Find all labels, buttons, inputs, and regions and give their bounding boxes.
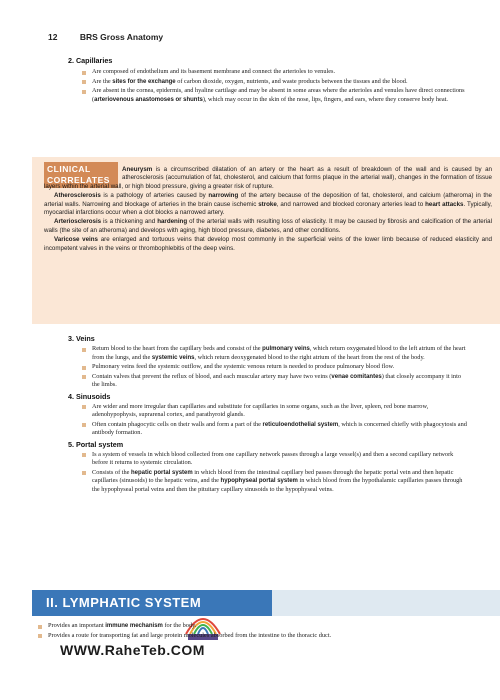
list-item <box>82 451 468 468</box>
list-item <box>82 68 468 77</box>
capillaries-section <box>68 56 468 105</box>
list-item-text: in which blood from the hypothalamic capillaries passes through the hypophyseal portal veins and then the pituitary capillary sinusoids to the hypophyseal veins. <box>92 477 463 493</box>
list-item <box>82 345 468 362</box>
paragraph-text: is a circumscribed dilatation of an artery or the heart as a result of breakdown of the wall and is caused by an atherosclerosis (accumulation of fat, cholesterol, and calcium that forms plaque in the arterial wall), changes in the formation of tissue layers within the arterial wall, or high blood pressure, giving a greater risk of rupture. <box>44 166 492 190</box>
keyword: heart attacks <box>425 200 464 208</box>
page-number: 12 <box>48 32 58 42</box>
list-item-text: Provides an important <box>48 622 106 629</box>
sinusoids-list <box>82 403 468 438</box>
list-item-text: Often contain phagocytic cells on their walls and form a part of the <box>92 420 263 428</box>
running-title: BRS Gross Anatomy <box>79 32 164 42</box>
vessels-section <box>68 334 468 496</box>
clinical-correlates-text <box>44 166 492 254</box>
keyword: reticuloendothelial system <box>262 421 339 428</box>
list-item-text: Pulmonary veins feed the systemic outflow, and the systemic venous return is needed to produce pulmonary blood flow. <box>92 363 395 370</box>
capillaries-title: 2. Capillaries <box>68 56 113 65</box>
list-item <box>82 363 468 372</box>
list-item <box>82 403 468 420</box>
paragraph-text: is a pathology of arteries caused by <box>100 192 209 200</box>
paragraph <box>44 218 492 235</box>
lymphatic-list <box>38 622 458 641</box>
keyword: hardening <box>157 218 188 226</box>
keyword: hepatic portal system <box>131 469 193 476</box>
lymphatic-section-heading <box>32 590 500 616</box>
paragraph-text: are enlarged and tortuous veins that develop most commonly in the superficial veins of the lower limb because of reduced elasticity and incompetent valves in the veins or thrombophlebitis of the deep veins. <box>44 236 492 252</box>
sinusoids-subsection <box>68 392 468 438</box>
list-item-text: , which return oxygenated blood to the left atrium of the heart from the lungs, and the <box>92 345 466 361</box>
clinical-correlates-box <box>32 157 500 324</box>
keyword: immune mechanism <box>105 623 163 629</box>
portal-list <box>82 451 468 495</box>
paragraph-text: is a thickening and <box>101 218 158 226</box>
paragraph-text: , and narrowed and blocked coronary arteries lead to <box>276 200 426 208</box>
keyword: systemic veins <box>151 354 195 361</box>
list-item-text: ) that closely accompany it into the limbs. <box>92 372 461 388</box>
list-item-text: of carbon dioxide, oxygen, nutrients, and waste products between the tissues and the blood. <box>175 77 408 85</box>
list-item-text: for the body. <box>162 622 197 629</box>
list-item-text: in which blood from the intestinal capillary bed passes through the hepatic portal vein and then hepatic capillaries (sinusoids) to the hepatic veins, and the <box>92 468 454 484</box>
list-item <box>38 632 458 641</box>
keyword: stroke <box>258 200 277 208</box>
list-item <box>82 373 468 390</box>
list-item <box>82 78 468 87</box>
portal-subsection <box>68 440 468 495</box>
list-item <box>38 622 458 631</box>
paragraph <box>44 192 492 217</box>
list-item <box>82 421 468 438</box>
portal-title: 5. Portal system <box>68 439 124 449</box>
keyword: sites for the exchange <box>112 78 176 85</box>
veins-title: 3. Veins <box>68 334 95 343</box>
list-item-text: Is a system of vessels in which blood collected from one capillary network passes through a large vessel(s) and then a second capillary network before it returns to systemic circulation. <box>92 450 454 466</box>
capillaries-list <box>82 68 468 104</box>
veins-subsection <box>68 334 468 390</box>
list-item-text: ), which may occur in the skin of the nose, lips, fingers, and ears, where they conserve body heat. <box>202 95 448 103</box>
list-item-text: , which is concerned chiefly with phagocytosis and antibody formation. <box>92 420 467 436</box>
list-item-text: Are absent in the cornea, epidermis, and hyaline cartilage and may be absent in some areas where the arterioles and venules have direct connections ( <box>92 87 465 103</box>
list-item-text: Are the <box>92 77 113 85</box>
page-header <box>48 32 163 42</box>
paragraph-text: of the arterial walls with resulting loss of elasticity. It may be caused by fibrosis and calcification of the arterial walls (the site of an atheroma) and develops with aging, high blood pressure, diabetes, and other conditions. <box>44 218 492 234</box>
term: Varicose veins <box>54 236 98 244</box>
paragraph-text: . Typically, myocardial infarctions occur when a clot blocks a narrowed artery. <box>44 200 492 217</box>
lymphatic-title: II. LYMPHATIC SYSTEM <box>46 595 202 610</box>
veins-list <box>82 345 468 390</box>
list-item-text: , which return deoxygenated blood to the right atrium of the heart from the rest of the body. <box>194 353 425 361</box>
clinical-correlates-label: CLINICAL CORRELATES <box>44 162 118 188</box>
term: Atherosclerosis <box>54 192 101 200</box>
list-item-text: Consists of the <box>92 468 132 476</box>
sinusoids-title: 4. Sinusoids <box>68 391 111 401</box>
keyword: venae comitantes <box>331 373 382 380</box>
list-item-text: Provides a route for transporting fat and large protein molecules absorbed from the intestine to the thoracic duct. <box>48 631 332 639</box>
list-item-text: Are composed of endothelium and its basement membrane and connect the arterioles to venules. <box>92 68 336 75</box>
keyword: pulmonary veins <box>262 346 310 352</box>
paragraph <box>44 236 492 253</box>
term: Arteriosclerosis <box>54 218 102 226</box>
list-item <box>82 469 468 495</box>
paragraph-text: of the artery because of the deposition of fat, cholesterol, and calcium (atheroma) in the arterial walls. Narrowing and blockage of arteries in the brain cause ischemic <box>44 192 492 208</box>
keyword: arteriovenous anastomoses or shunts <box>94 96 203 103</box>
list-item-text: Return blood to the heart from the capillary beds and consist of the <box>92 345 263 352</box>
watermark-text: WWW.RaheTeb.COM <box>60 642 205 658</box>
list-item-text: Are wider and more irregular than capillaries and substitute for capillaries in some organs, such as the liver, spleen, red bone marrow, adenohypophysis, suprarenal cortex, and parathyroid glands. <box>92 402 429 418</box>
list-item-text: Contain valves that prevent the reflux of blood, and each muscular artery may have two veins ( <box>92 372 332 380</box>
keyword: hypophyseal portal system <box>220 478 298 484</box>
term: Aneurysm <box>122 166 153 173</box>
list-item <box>82 87 468 104</box>
keyword: narrowing <box>208 192 239 200</box>
